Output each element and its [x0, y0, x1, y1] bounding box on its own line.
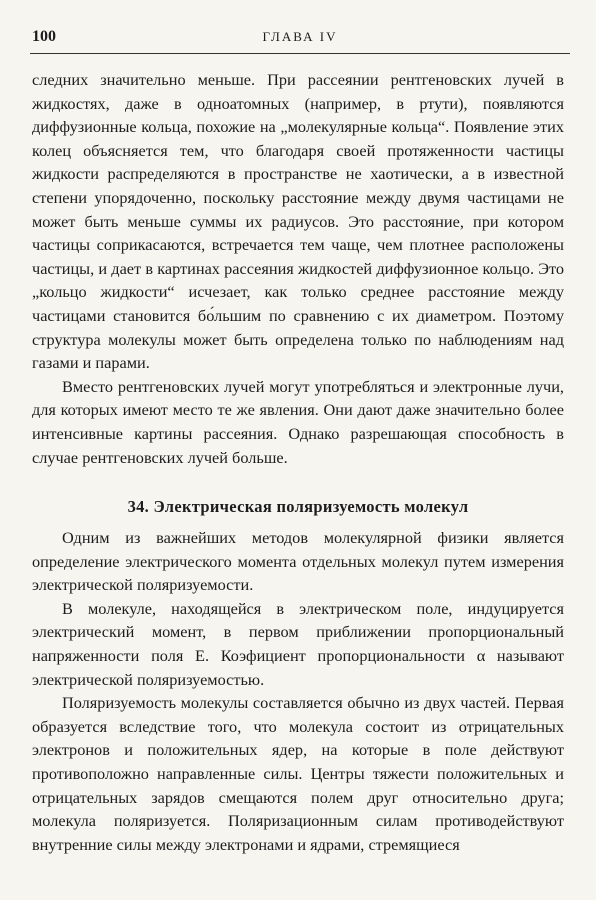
header-rule: [30, 53, 570, 54]
page-number: 100: [32, 28, 56, 45]
section-heading: 34. Электрическая поляризуемость молекул: [127, 497, 469, 517]
paragraph: Вместо рентгеновских лучей могут употребляться и электронные лучи, для которых имеют место те же явления. Они дают даже значительно более интенсивные картины рассеяния. Однако разрешающая способность в случае рентгеновских лучей больше.: [32, 376, 564, 467]
running-head: ГЛАВА IV: [262, 29, 338, 44]
paragraph: В молекуле, находящейся в электрическом поле, индуцируется электрический момент, в первом приближении пропорциональный напряженности поля E. Коэфициент пропорциональности α называют электрической поляризуемостью.: [32, 598, 564, 689]
page-body: [32, 68, 564, 856]
page-header: [32, 28, 568, 50]
paragraph-continued: следних значительно меньше. При рассеянии рентгеновских лучей в жидкостях, даже в одноатомных (например, в ртути), появляются диффузионные кольца, похожие на „молекулярные кольца“. Появление этих колец объясняется тем, что благодаря своей протяженности частицы жидкости распределяются в пространстве не хаотически, а в известной степени упорядоченно, поскольку расстояние между двумя частицами не может быть меньше суммы их радиусов. Это расстояние, при котором частицы соприкасаются, встречается тем чаще, чем плотнее расположены частицы, и дает в картинах рассеяния жидкостей диффузионное кольцо. Это „кольцо жидкости“ исчезает, как только среднее расстояние между частицами становится бо́льшим по сравнению с их диаметром. Поэтому структура молекулы может быть определена только по наблюдениям над газами и парами.: [32, 70, 564, 373]
paragraph: Поляризуемость молекулы составляется обычно из двух частей. Первая образуется вследствие того, что молекула состоит из отрицательных электронов и положительных ядер, на которые в поле действуют противоположно направленные силы. Центры тяжести положительных и отрицательных зарядов смещаются полем друг относительно друга; молекула поляризуется. Поляризационным силам противодействуют внутренние силы между электронами и ядрами, стремящиеся: [32, 693, 564, 854]
paragraph: Одним из важнейших методов молекулярной физики является определение электрического момента отдельных молекул путем измерения электрической поляризуемости.: [32, 528, 564, 595]
